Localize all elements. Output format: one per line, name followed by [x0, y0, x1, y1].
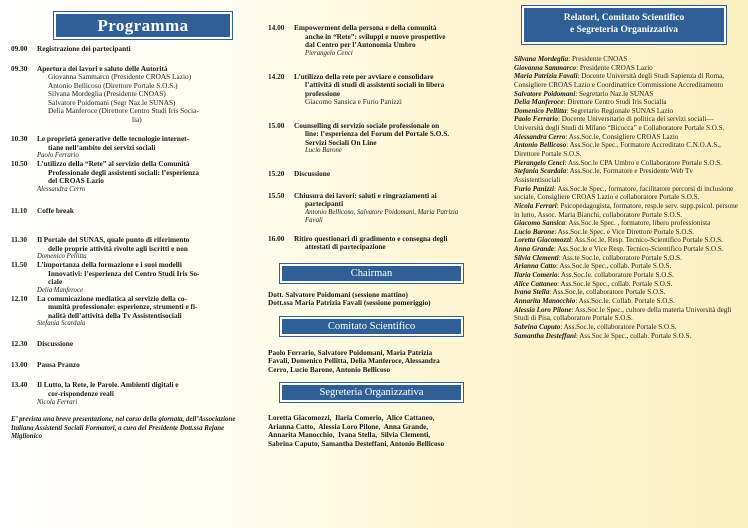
- afternoon-column: 14.00 Empowerment della persona e della comunità anche in “Rete”: sviluppi e nuove prospettive dal Centro per l’Autonomia Umbro Pierangelo Cenci 14.20 L’utilizzo della rete per avviare e consolidare l’attività di studi di assistenti sociali in libera professione Giacomo Sansica e Furio Panizzi 15.00 Counselling di servizio sociale professionale on line: l’esperienza del Forum del Portale S.O.S. Servizi Sociali On Line Lucio Barone 15.20 Discussione 15.50 Chiusura dei lavori: saluti e ringraziamenti ai partecipanti Antonio Bellicoso, Salvatore Poidomani, Maria Patrizia Favali 16.00 Ritiro questionari di gradimento e consegna degli attestati di partecipazione Chairman Dott. Salvatore Poidomani (sessione mattino) Dott.ssa Maria Patrizia Favali (sessione pomeriggio) Comitato Scientifico Paolo Ferrario, Salvatore Poidomani, Maria Patrizia Favali, Domenico Pellitta, Delia Manferoce, Alessandra Cerro, Lucio Barone, Antonio Bellicoso Segreteria Organizzativa Loretta Giacomozzi, Ilaria Comerio, Alice Cattaneo, Arianna Catto, Alessia Loro Pilone, Anna Grande, Annarita Manocchio, Ivana Stella, Silvia Clementi, Sabrina Caputo, Samantha Desteffani, Antonio Bellicoso: [256, 0, 498, 528]
- relatore-role: : Ass.Soc.le, collaboratore Portale S.O.S.: [549, 288, 666, 297]
- relatore-role: : Ass.Soc.le Spec., cultore della materia Università degli Studi di Pisa, collaboratore Portale S.O.S.: [514, 305, 732, 323]
- relatore-role: : Ass.Soc.le Spec., Formatore Accreditato C.N.O.A.S., Direttore Portale S.O.S.: [514, 141, 721, 159]
- relatore-entry: [514, 306, 740, 323]
- relatore-role: : Ass.Soc.le, collaboratore Portale S.O.S.: [560, 322, 677, 331]
- relatore-role: : Ass.Soc.le. collaboratore Portale S.O.S.: [557, 271, 674, 280]
- relatore-entry: [514, 245, 740, 254]
- program-item: 10.50 L’utilizzo della “Rete” al servizio della Comunità Professionale degli assistenti sociali: l’esperienza del CROAS Lazio Alessandra Cerro: [11, 159, 200, 193]
- relatori-column: [498, 0, 748, 528]
- relatore-entry: [514, 228, 740, 237]
- relatore-role: : Ass.Soc.le Spec., collab. Portale S.O.S.: [556, 262, 672, 271]
- relatore-entry: [514, 141, 740, 158]
- relatore-entry: [514, 288, 740, 297]
- relatore-entry: [514, 133, 740, 142]
- relatore-role: : Ass.Soc.le Spec., formatore, facilitatore percorsi di inclusione sociale, Consigliere CROAS Lazio e collaboratore Portale S.O.S.: [514, 184, 734, 202]
- relatore-entry: [514, 115, 740, 132]
- relatore-name: Antonio Bellicoso: [514, 141, 567, 150]
- program-item: 15.00 Counselling di servizio sociale professionale on line: l’esperienza del Forum del Portale S.O.S. Servizi Sociali On Line Lucio Barone: [268, 120, 450, 155]
- relatore-name: Silvana Mordeglia: [514, 55, 569, 63]
- program-item: 12.30 Discussione: [11, 339, 74, 349]
- relatore-name: Ilaria Comerio: [514, 271, 558, 280]
- relatore-role: : Ass.Soc.le CPA Umbro e Collaboratore Portale S.O.S.: [564, 158, 723, 167]
- segreteria-organizzativa-heading: Segreteria Organizzativa: [280, 383, 463, 402]
- relatore-name: Domenico Pellitta: [514, 106, 567, 115]
- relatore-entry: [514, 98, 740, 107]
- relatore-entry: [514, 271, 740, 280]
- relatore-entry: [514, 159, 740, 168]
- relatore-entry: [514, 107, 740, 116]
- aiasf-note: E’ prevista una breve presentazione, nel corso della giornata, dell’Associazione Italiana Assistenti Sociali Formatori, a cura del Presidente Dott.ssa Rejane Miglionico: [11, 416, 236, 440]
- relatore-role: : Segretario Naz.le SUNAS: [575, 89, 654, 98]
- program-item: 09.30 Apertura dei lavori e saluto delle Autorità Giovanna Sammarco (Presidente CROAS Lazio) Antonio Bellicoso (Direttore Portale S.O.S.) Silvana Mordeglia (Presidente CNOAS) Salvatore Poidomani (Segr Naz.le SUNAS) Delia Manferoce (Direttore Centro Studi Iris Socia- lia): [11, 63, 199, 124]
- relatore-entry: [514, 236, 740, 245]
- program-item: 11.50 L’importanza della formazione e i suoi modelli Innovativi: l’esperienza del Centro Studi Iris So- ciale Delia Manferoce: [11, 260, 200, 294]
- program-item: 15.50 Chiusura dei lavori: saluti e ringraziamenti ai partecipanti Antonio Bellicoso, Salvatore Poidomani, Maria Patrizia Favali: [268, 190, 459, 224]
- relatore-name: Annarita Manocchio: [514, 296, 576, 305]
- relatore-name: Delia Manferoce: [514, 98, 564, 107]
- program-item: 11.30 Il Portale del SUNAS, quale punto di riferimento delle proprie attività rivolte agli iscritti e non Domenico Pellitta: [11, 235, 190, 261]
- relatore-entry: [514, 280, 740, 289]
- relatore-entry: [514, 64, 740, 73]
- relatore-entry: [514, 202, 740, 219]
- relatore-role: : Presidente CNOAS: [568, 55, 628, 63]
- relatore-entry: [514, 90, 740, 99]
- relatore-entry: [514, 185, 740, 202]
- relatore-role: : Psicopedagogista, formatore, resp.le serv. supp.psicol. persone in lutto, Assoc. Maria Bianchi, collaboratore Portale S.O.S.: [514, 201, 738, 219]
- relatore-name: Stefania Scardala: [514, 167, 567, 176]
- relatore-entry: [514, 72, 740, 89]
- relatore-role: : Ass.te Soc.le, collaboratore Portale S.O.S.: [558, 253, 682, 262]
- relatore-name: Lucio Barone: [514, 227, 555, 236]
- relatore-name: Giacomo Sansica: [514, 219, 566, 228]
- relatore-role: : Ass.Soc.le Spec. , formatore, libero professionista: [565, 219, 711, 228]
- programma-title: Programma: [54, 12, 232, 39]
- relatore-role: : Ass.Soc.le. Collab. Portale S.O.S.: [575, 296, 675, 305]
- relatore-role: : Ass.Soc.le, Resp. Tecnico-Scientifico Portale S.O.S.: [570, 236, 723, 245]
- relatore-name: Pierangelo Cenci: [514, 158, 565, 167]
- relatore-name: Maria Patrizia Favali: [514, 72, 578, 81]
- relatore-name: Salvatore Poidomani: [514, 89, 576, 98]
- relatore-name: Sabrina Caputo: [514, 322, 561, 331]
- relatore-name: Loretta Giacomozzi: [514, 236, 571, 245]
- relatore-name: Nicola Ferrari: [514, 201, 557, 210]
- relatore-name: Alessandra Cerro: [514, 132, 566, 141]
- relatore-name: Alessia Loro Pilone: [514, 305, 572, 314]
- relatore-role: : Ass.Soc.le, Formatore e Presidente Web Tv Assistentisociali: [514, 167, 693, 184]
- relatore-role: : Docente Universitario di politica dei servizi sociali—Università degli Studi di Milano “Bicocca” e Collaboratore Portale S.O.S.: [514, 115, 725, 133]
- program-item: 16.00 Ritiro questionari di gradimento e consegna degli attestati di partecipazione: [268, 233, 448, 252]
- relatore-name: Giovanna Sammarco: [514, 63, 577, 72]
- relatore-role: : Ass.Soc.le Spec. e Vice Direttore Portale S.O.S.: [554, 227, 694, 236]
- relatore-role: : Segretario Regionale SUNAS Lazio: [566, 106, 673, 115]
- program-item: 14.20 L’utilizzo della rete per avviare e consolidare l’attività di studi di assistenti sociali in libera professione Giacomo Sansica e Furio Panizzi: [268, 71, 445, 107]
- relatore-name: Anna Grande: [514, 245, 555, 254]
- program-item: 15.20 Discussione: [268, 169, 331, 179]
- relatore-role: : Ass.Soc.le Spec., collab. Portale S.O.S.: [557, 279, 673, 288]
- program-item: 13.00 Pausa Pranzo: [11, 359, 80, 369]
- relatore-name: Ivana Stella: [514, 288, 550, 297]
- chairman-heading: Chairman: [280, 264, 463, 283]
- program-item: 12.10 La comunicazione mediatica al servizio della co- munità professionale: esperienze, strumenti e fi- nalità dell’attività della Tv Assistentisociali Stefania Scardala: [11, 293, 198, 328]
- relatore-entry: [514, 167, 740, 184]
- program-item: 11.10 Coffe break: [11, 205, 74, 215]
- relatore-entry: [514, 55, 740, 64]
- relatori-list: [514, 55, 740, 340]
- relatore-entry: [514, 297, 740, 306]
- relatore-role: : Ass.Soc.le Spec., collab. Portale S.O.S.: [575, 331, 692, 340]
- relatore-name: Samantha Desteffani: [514, 331, 576, 340]
- program-item: 09.00 Registrazione dei partecipanti: [11, 44, 131, 53]
- comitato-scientifico-heading: Comitato Scientifico: [280, 317, 463, 336]
- relatore-name: Arianna Catto: [514, 262, 556, 271]
- programma-column: [0, 0, 256, 528]
- program-item: 10.30 Le proprietà generative delle tecnologie internet- tiane nell’ambito dei servizi sociali Paolo Ferrario: [11, 134, 190, 160]
- relatore-role: : Presidente CROAS Lazio: [576, 63, 653, 72]
- relatore-role: : Ass.Soc.le, Consigliere CROAS Lazio: [565, 132, 679, 141]
- relatore-entry: [514, 219, 740, 228]
- relatore-role: : Docente Università degli Studi Sapienza di Roma, Consigliere CROAS Lazio e Coordinatrice Commissione Accreditamento: [514, 72, 725, 89]
- relatori-heading: Relatori, Comitato Scientifico e Segreteria Organizzativa: [522, 6, 726, 44]
- relatore-entry: [514, 332, 740, 341]
- relatore-name: Furio Panizzi: [514, 184, 555, 193]
- program-item: 14.00 Empowerment della persona e della comunità anche in “Rete”: sviluppi e nuove prospettive dal Centro per l’Autonomia Umbro Pierangelo Cenci: [268, 23, 446, 57]
- relatore-entry: [514, 262, 740, 271]
- program-item: 13.40 Il Lutto, la Rete, le Parole. Ambienti digitali e cor-rispondenze reali Nicola Ferrari: [11, 380, 179, 406]
- relatore-role: : Direttore Centro Studi Iris Socialia: [563, 98, 667, 107]
- relatore-role: : Ass.Soc.le e Vice Resp. Tecnico-Scientifico Portale S.O.S.: [554, 245, 724, 254]
- relatore-name: Alice Cattaneo: [514, 279, 558, 288]
- relatore-entry: [514, 254, 740, 263]
- relatore-entry: [514, 323, 740, 332]
- relatore-name: Paolo Ferrario: [514, 115, 558, 124]
- relatore-name: Silvia Clementi: [514, 253, 559, 262]
